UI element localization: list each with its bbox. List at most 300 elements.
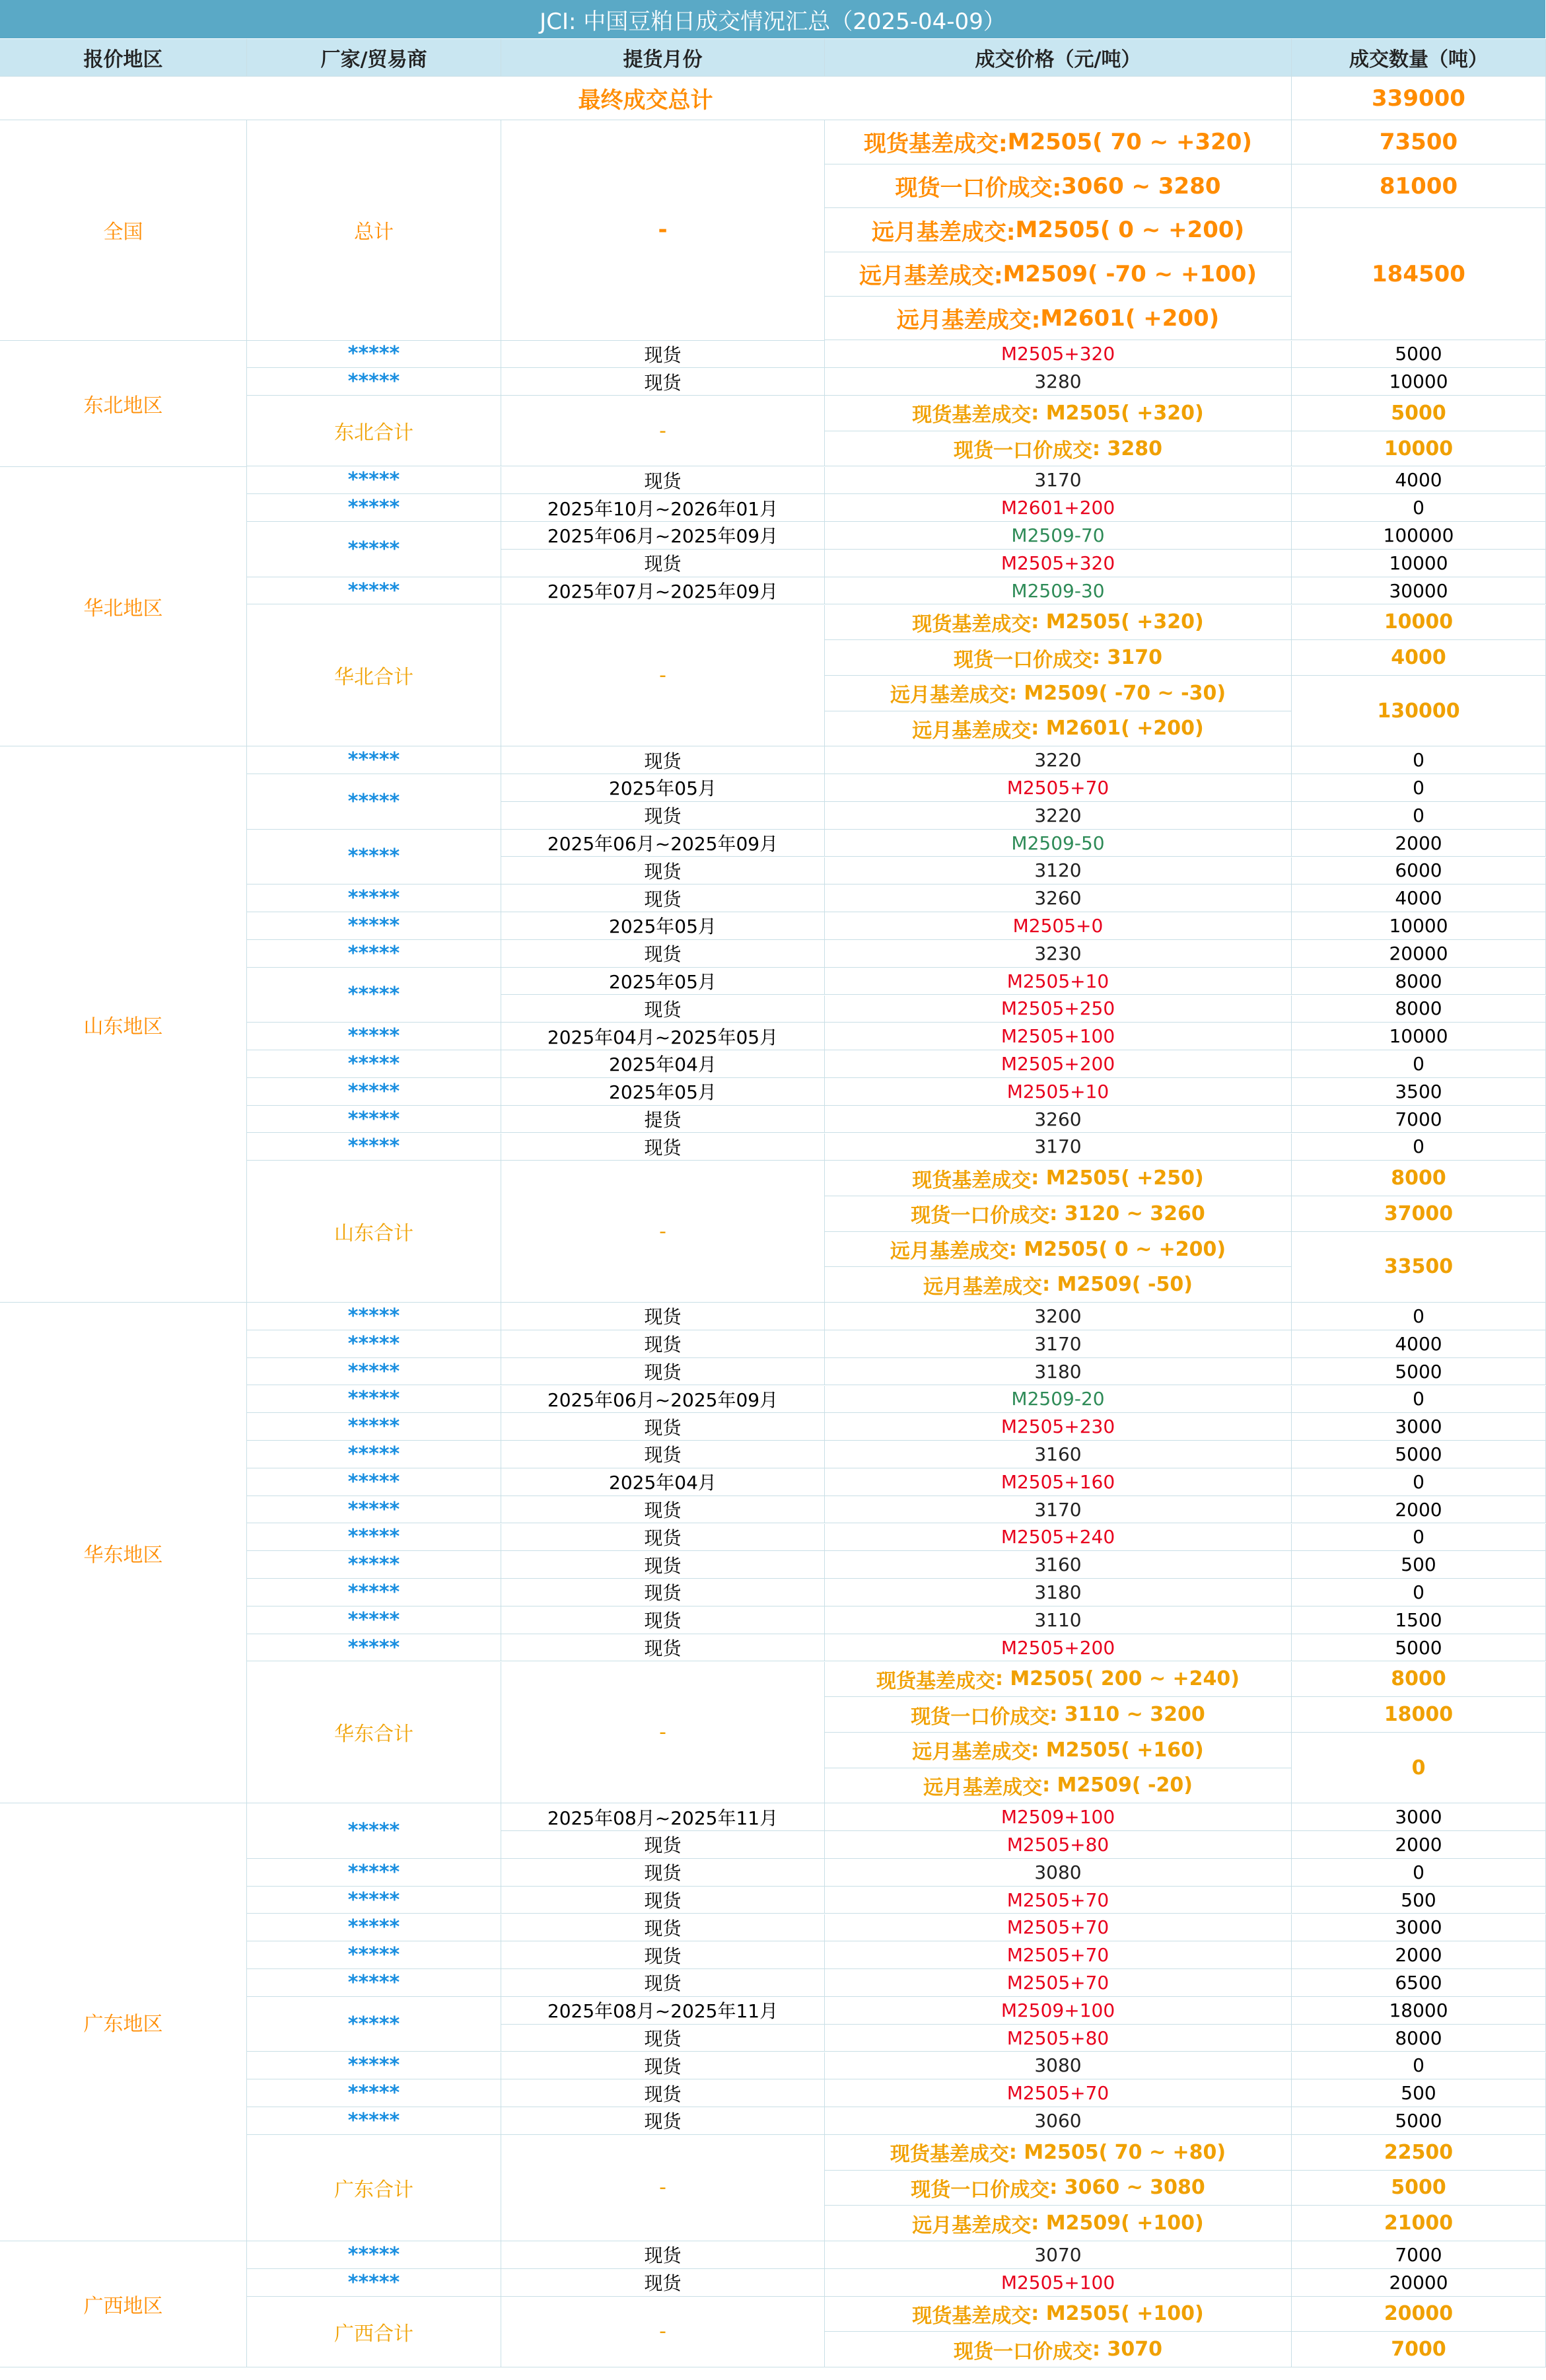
summary-value: : 3110 ~ 3200 (1049, 1703, 1205, 1727)
delivery-month: 2025年10月~2026年01月 (501, 494, 825, 522)
deal-quantity: 30000 (1292, 577, 1546, 605)
delivery-month: 现货 (501, 1634, 825, 1662)
summary-value: : M2505( +320) (1031, 610, 1204, 634)
trader-name-masked: ***** (247, 1358, 501, 1386)
summary-value: : 3060 ~ 3080 (1049, 2176, 1205, 2200)
deal-quantity: 0 (1292, 494, 1546, 522)
summary-value: : 3070 (1092, 2338, 1162, 2362)
trader-name-masked: ***** (247, 1579, 501, 1606)
deal-price: 3080 (825, 1859, 1292, 1887)
deal-price: 3200 (825, 1303, 1292, 1330)
delivery-month: 提货 (501, 1106, 825, 1134)
deal-quantity: 3000 (1292, 1413, 1546, 1441)
summary-label: 远月基差成交 (912, 1741, 1032, 1764)
deal-quantity: 0 (1292, 1134, 1546, 1161)
trader-name-masked: ***** (247, 494, 501, 522)
summary-value: : M2505( +250) (1031, 1167, 1204, 1190)
delivery-month: 现货 (501, 1358, 825, 1386)
deal-price: 3170 (825, 1330, 1292, 1358)
delivery-month: 现货 (501, 1441, 825, 1468)
deal-quantity: 2000 (1292, 1941, 1546, 1969)
national-qty: 184500 (1292, 208, 1546, 340)
trader-name-masked: ***** (247, 774, 501, 830)
deal-quantity: 2000 (1292, 830, 1546, 857)
subtotal-line (825, 711, 1292, 747)
summary-label: 现货基差成交 (912, 1169, 1032, 1192)
deal-quantity: 6000 (1292, 857, 1546, 885)
trader-name-masked: ***** (247, 1803, 501, 1859)
deal-price: M2505+250 (825, 995, 1292, 1023)
deal-price: M2601+200 (825, 494, 1292, 522)
delivery-month: 2025年04月~2025年05月 (501, 1023, 825, 1050)
deal-quantity: 5000 (1292, 1441, 1546, 1468)
trader-name-masked: ***** (247, 1386, 501, 1414)
delivery-month: 2025年04月 (501, 1050, 825, 1078)
region-name-cell: 广西地区 (0, 2241, 247, 2367)
subtotal-month: - (501, 2135, 825, 2241)
delivery-month: 现货 (501, 467, 825, 495)
subtotal-line (825, 676, 1292, 711)
trader-name-masked: ***** (247, 1496, 501, 1524)
delivery-month: 现货 (501, 1914, 825, 1942)
delivery-month: 现货 (501, 550, 825, 577)
trader-name-masked: ***** (247, 1078, 501, 1106)
deal-quantity: 3500 (1292, 1078, 1546, 1106)
delivery-month: 现货 (501, 1496, 825, 1524)
deal-quantity: 2000 (1292, 1831, 1546, 1859)
summary-label: 现货基差成交 (876, 1669, 995, 1693)
summary-value: M2505( 0 ~ +200) (1015, 217, 1245, 244)
subtotal-line (825, 1267, 1292, 1303)
deal-price: M2505+80 (825, 1831, 1292, 1859)
national-qty: 73500 (1292, 120, 1546, 164)
deal-price: M2505+320 (825, 341, 1292, 369)
grand-total-value: 339000 (1292, 77, 1546, 120)
delivery-month: 现货 (501, 1413, 825, 1441)
subtotal-line (825, 1161, 1292, 1196)
grand-total-label: 最终成交总计 (0, 77, 1292, 120)
delivery-month: 现货 (501, 1941, 825, 1969)
deal-price: M2505+100 (825, 1023, 1292, 1050)
subtotal-line (825, 1196, 1292, 1232)
delivery-month: 现货 (501, 368, 825, 396)
delivery-month: 现货 (501, 802, 825, 830)
trader-name-masked: ***** (247, 2107, 501, 2135)
subtotal-name: 华东合计 (247, 1662, 501, 1804)
deal-quantity: 500 (1292, 1887, 1546, 1914)
delivery-month: 现货 (501, 341, 825, 369)
national-qty: 81000 (1292, 164, 1546, 209)
deal-quantity: 0 (1292, 1303, 1546, 1330)
summary-label: 远月基差成交 (890, 684, 1009, 707)
deal-quantity: 7000 (1292, 2241, 1546, 2269)
subtotal-qty: 5000 (1292, 2171, 1546, 2206)
region-name-cell: 山东地区 (0, 746, 247, 1303)
trader-name-masked: ***** (247, 968, 501, 1023)
subtotal-qty: 130000 (1292, 676, 1546, 746)
trader-name-masked: ***** (247, 2269, 501, 2297)
trader-name-masked: ***** (247, 830, 501, 885)
subtotal-qty: 20000 (1292, 2297, 1546, 2332)
summary-value: 3060 ~ 3280 (1061, 172, 1221, 199)
deal-price: M2509-30 (825, 577, 1292, 605)
summary-value: : M2505( 70 ~ +80) (1008, 2140, 1226, 2164)
deal-quantity: 10000 (1292, 550, 1546, 577)
deal-price: 3280 (825, 368, 1292, 396)
delivery-month: 2025年06月~2025年09月 (501, 522, 825, 550)
deal-quantity: 0 (1292, 1050, 1546, 1078)
deal-quantity: 100000 (1292, 522, 1546, 550)
trader-name-masked: ***** (247, 1023, 501, 1050)
column-header: 提货月份 (501, 39, 825, 77)
subtotal-line (825, 2171, 1292, 2206)
deal-quantity: 2000 (1292, 1496, 1546, 1524)
summary-value: : M2509( -20) (1042, 1774, 1193, 1797)
summary-label: 远月基差成交: (896, 307, 1041, 334)
summary-label: 远月基差成交 (890, 1240, 1009, 1264)
deal-price: 3170 (825, 1134, 1292, 1161)
deal-price: 3260 (825, 1106, 1292, 1134)
deal-price: M2505+70 (825, 2079, 1292, 2107)
summary-value: : 3120 ~ 3260 (1049, 1202, 1205, 1225)
deal-price: M2505+240 (825, 1524, 1292, 1552)
subtotal-month: - (501, 396, 825, 466)
summary-label: 远月基差成交 (912, 719, 1032, 742)
subtotal-name: 山东合计 (247, 1161, 501, 1303)
deal-quantity: 8000 (1292, 968, 1546, 995)
deal-quantity: 10000 (1292, 912, 1546, 940)
subtotal-line (825, 640, 1292, 676)
summary-value: : M2505( +160) (1031, 1738, 1204, 1762)
summary-label: 远月基差成交 (923, 1776, 1043, 1799)
subtotal-line (825, 396, 1292, 431)
trader-name-masked: ***** (247, 912, 501, 940)
deal-price: M2505+100 (825, 2269, 1292, 2297)
summary-label: 现货基差成交 (890, 2143, 1009, 2167)
delivery-month: 现货 (501, 1831, 825, 1859)
deal-price: M2505+70 (825, 1941, 1292, 1969)
region-name-cell: 华北地区 (0, 467, 247, 747)
trader-name-masked: ***** (247, 1634, 501, 1662)
deal-price: M2505+160 (825, 1468, 1292, 1496)
trader-name-masked: ***** (247, 1887, 501, 1914)
deal-quantity: 5000 (1292, 1634, 1546, 1662)
national-summary-line (825, 297, 1292, 341)
deal-quantity: 20000 (1292, 940, 1546, 968)
subtotal-name: 广西合计 (247, 2297, 501, 2367)
deal-price: 3160 (825, 1441, 1292, 1468)
subtotal-line (825, 1733, 1292, 1768)
subtotal-month: - (501, 1161, 825, 1303)
trader-name-masked: ***** (247, 1413, 501, 1441)
delivery-month: 2025年08月~2025年11月 (501, 1997, 825, 2025)
trader-name-masked: ***** (247, 368, 501, 396)
subtotal-line (825, 431, 1292, 467)
delivery-month: 2025年05月 (501, 1078, 825, 1106)
delivery-month: 2025年05月 (501, 912, 825, 940)
deal-quantity: 6500 (1292, 1969, 1546, 1997)
deal-price: 3060 (825, 2107, 1292, 2135)
deal-price: 3180 (825, 1358, 1292, 1386)
deal-quantity: 0 (1292, 1859, 1546, 1887)
deal-quantity: 18000 (1292, 1997, 1546, 2025)
deal-price: M2505+80 (825, 2025, 1292, 2052)
summary-value: M2505( 70 ~ +320) (1007, 128, 1252, 155)
deal-price: 3180 (825, 1579, 1292, 1606)
trader-name-masked: ***** (247, 522, 501, 577)
deal-quantity: 5000 (1292, 2107, 1546, 2135)
delivery-month: 2025年04月 (501, 1468, 825, 1496)
summary-label: 远月基差成交: (859, 263, 1003, 290)
deal-price: M2509+100 (825, 1997, 1292, 2025)
deal-price: M2505+70 (825, 1914, 1292, 1942)
subtotal-line (825, 1768, 1292, 1804)
delivery-month: 现货 (501, 1330, 825, 1358)
summary-value: : M2509( +100) (1031, 2212, 1204, 2235)
deal-price: M2505+70 (825, 1887, 1292, 1914)
deal-quantity: 3000 (1292, 1914, 1546, 1942)
subtotal-qty: 7000 (1292, 2332, 1546, 2367)
deal-quantity: 8000 (1292, 2025, 1546, 2052)
trader-name-masked: ***** (247, 1997, 501, 2052)
delivery-month: 现货 (501, 2241, 825, 2269)
subtotal-line (825, 2135, 1292, 2171)
deal-price: 3260 (825, 884, 1292, 912)
trader-name-masked: ***** (247, 940, 501, 968)
subtotal-month: - (501, 1662, 825, 1804)
summary-value: : M2509( -50) (1042, 1273, 1193, 1297)
subtotal-line (825, 1697, 1292, 1733)
subtotal-line (825, 1662, 1292, 1698)
delivery-month: 现货 (501, 2107, 825, 2135)
summary-label: 远月基差成交: (871, 219, 1016, 246)
deal-price: M2505+320 (825, 550, 1292, 577)
subtotal-qty: 37000 (1292, 1196, 1546, 1232)
trader-name-masked: ***** (247, 2079, 501, 2107)
deal-price: M2505+10 (825, 968, 1292, 995)
subtotal-qty: 21000 (1292, 2206, 1546, 2241)
summary-value: : 3280 (1092, 437, 1162, 460)
trader-name-masked: ***** (247, 1441, 501, 1468)
subtotal-qty: 18000 (1292, 1697, 1546, 1733)
subtotal-qty: 10000 (1292, 605, 1546, 641)
deal-price: M2505+200 (825, 1050, 1292, 1078)
region-name-cell: 华东地区 (0, 1303, 247, 1803)
trader-name-masked: ***** (247, 577, 501, 605)
trader-name-masked: ***** (247, 1941, 501, 1969)
trader-name-masked: ***** (247, 746, 501, 774)
subtotal-qty: 5000 (1292, 396, 1546, 431)
summary-label: 现货一口价成交 (911, 1204, 1050, 1228)
subtotal-qty: 33500 (1292, 1232, 1546, 1303)
delivery-month: 现货 (501, 1134, 825, 1161)
subtotal-line (825, 2206, 1292, 2241)
delivery-month: 现货 (501, 1303, 825, 1330)
subtotal-line (825, 2297, 1292, 2332)
region-name-cell: 广东地区 (0, 1803, 247, 2241)
column-header: 报价地区 (0, 39, 247, 77)
summary-value: : M2505( +100) (1031, 2302, 1204, 2326)
subtotal-line (825, 2332, 1292, 2367)
summary-label: 现货一口价成交: (895, 175, 1062, 202)
subtotal-name: 广东合计 (247, 2135, 501, 2241)
deal-quantity: 3000 (1292, 1803, 1546, 1831)
deal-quantity: 0 (1292, 1468, 1546, 1496)
delivery-month: 现货 (501, 1524, 825, 1552)
summary-value: : M2505( 200 ~ +240) (995, 1667, 1240, 1691)
deal-price: 3110 (825, 1606, 1292, 1634)
trader-name-masked: ***** (247, 1859, 501, 1887)
trader-name-masked: ***** (247, 1303, 501, 1330)
summary-label: 现货一口价成交 (954, 648, 1093, 672)
deal-price: M2505+10 (825, 1078, 1292, 1106)
summary-label: 现货一口价成交 (911, 1705, 1050, 1729)
deal-quantity: 4000 (1292, 884, 1546, 912)
deal-price: M2509-20 (825, 1386, 1292, 1414)
deal-quantity: 500 (1292, 2079, 1546, 2107)
deal-price: M2505+70 (825, 1969, 1292, 1997)
deal-quantity: 20000 (1292, 2269, 1546, 2297)
delivery-month: 现货 (501, 857, 825, 885)
trader-name-masked: ***** (247, 467, 501, 495)
national-month-cell: - (501, 120, 825, 341)
summary-label: 现货基差成交 (912, 2304, 1032, 2328)
region-name-cell: 东北地区 (0, 341, 247, 467)
deal-price: M2505+0 (825, 912, 1292, 940)
deal-quantity: 7000 (1292, 1106, 1546, 1134)
summary-label: 现货一口价成交 (911, 2178, 1050, 2202)
deal-price: 3220 (825, 802, 1292, 830)
deal-price: M2505+230 (825, 1413, 1292, 1441)
trader-name-masked: ***** (247, 1134, 501, 1161)
deal-price: M2505+70 (825, 774, 1292, 802)
deal-quantity: 0 (1292, 774, 1546, 802)
deal-price: 3170 (825, 467, 1292, 495)
subtotal-month: - (501, 2297, 825, 2367)
deal-price: 3160 (825, 1551, 1292, 1579)
trader-name-masked: ***** (247, 1524, 501, 1552)
deal-quantity: 1500 (1292, 1606, 1546, 1634)
summary-label: 现货一口价成交 (954, 2340, 1093, 2363)
summary-label: 现货基差成交 (912, 404, 1032, 427)
delivery-month: 现货 (501, 1579, 825, 1606)
subtotal-name: 华北合计 (247, 605, 501, 747)
delivery-month: 现货 (501, 1551, 825, 1579)
trader-name-masked: ***** (247, 1330, 501, 1358)
trader-name-masked: ***** (247, 1551, 501, 1579)
delivery-month: 现货 (501, 940, 825, 968)
trader-name-masked: ***** (247, 884, 501, 912)
deal-price: M2509-70 (825, 522, 1292, 550)
subtotal-qty: 22500 (1292, 2135, 1546, 2171)
national-summary-line (825, 120, 1292, 164)
national-summary-line (825, 208, 1292, 252)
delivery-month: 现货 (501, 2079, 825, 2107)
deal-quantity: 0 (1292, 746, 1546, 774)
deal-quantity: 8000 (1292, 995, 1546, 1023)
delivery-month: 现货 (501, 746, 825, 774)
delivery-month: 现货 (501, 1887, 825, 1914)
summary-value: M2601( +200) (1040, 305, 1220, 332)
national-trader-cell: 总计 (247, 120, 501, 341)
deal-price: 3170 (825, 1496, 1292, 1524)
summary-value: : M2601( +200) (1031, 717, 1204, 740)
deal-quantity: 0 (1292, 802, 1546, 830)
delivery-month: 现货 (501, 884, 825, 912)
summary-label: 现货基差成交: (864, 131, 1008, 158)
subtotal-qty: 10000 (1292, 431, 1546, 467)
delivery-month: 2025年05月 (501, 774, 825, 802)
delivery-month: 现货 (501, 1859, 825, 1887)
delivery-month: 现货 (501, 1969, 825, 1997)
deal-quantity: 0 (1292, 1579, 1546, 1606)
deal-quantity: 5000 (1292, 1358, 1546, 1386)
deal-price: 3080 (825, 2052, 1292, 2080)
national-summary-line (825, 252, 1292, 297)
deal-price: M2509+100 (825, 1803, 1292, 1831)
deal-price: M2509-50 (825, 830, 1292, 857)
trader-name-masked: ***** (247, 2052, 501, 2080)
deal-quantity: 4000 (1292, 1330, 1546, 1358)
deal-quantity: 10000 (1292, 1023, 1546, 1050)
trader-name-masked: ***** (247, 2241, 501, 2269)
column-header: 成交价格（元/吨） (825, 39, 1292, 77)
deal-price: M2505+200 (825, 1634, 1292, 1662)
deal-quantity: 10000 (1292, 368, 1546, 396)
deal-quantity: 0 (1292, 2052, 1546, 2080)
deal-quantity: 5000 (1292, 341, 1546, 369)
trader-name-masked: ***** (247, 1050, 501, 1078)
deal-quantity: 4000 (1292, 467, 1546, 495)
subtotal-line (825, 605, 1292, 641)
subtotal-name: 东北合计 (247, 396, 501, 466)
trader-name-masked: ***** (247, 341, 501, 369)
subtotal-line (825, 1232, 1292, 1268)
subtotal-month: - (501, 605, 825, 747)
subtotal-qty: 8000 (1292, 1662, 1546, 1698)
subtotal-qty: 4000 (1292, 640, 1546, 676)
delivery-month: 2025年07月~2025年09月 (501, 577, 825, 605)
deal-quantity: 0 (1292, 1386, 1546, 1414)
trader-name-masked: ***** (247, 1468, 501, 1496)
delivery-month: 2025年05月 (501, 968, 825, 995)
delivery-month: 2025年08月~2025年11月 (501, 1803, 825, 1831)
summary-label: 远月基差成交 (923, 1275, 1043, 1299)
delivery-month: 2025年06月~2025年09月 (501, 830, 825, 857)
summary-value: : M2505( 0 ~ +200) (1008, 1237, 1226, 1261)
summary-value: : 3170 (1092, 646, 1162, 670)
national-region-cell: 全国 (0, 120, 247, 341)
delivery-month: 现货 (501, 2052, 825, 2080)
summary-label: 现货基差成交 (912, 612, 1032, 636)
trader-name-masked: ***** (247, 1969, 501, 1997)
summary-label: 现货一口价成交 (954, 439, 1093, 463)
summary-value: : M2505( +320) (1031, 401, 1204, 425)
deal-quantity: 0 (1292, 1524, 1546, 1552)
delivery-month: 现货 (501, 2269, 825, 2297)
trader-name-masked: ***** (247, 1914, 501, 1942)
subtotal-qty: 8000 (1292, 1161, 1546, 1196)
summary-label: 远月基差成交 (912, 2214, 1032, 2237)
deal-price: 3120 (825, 857, 1292, 885)
deal-price: 3070 (825, 2241, 1292, 2269)
deal-price: 3220 (825, 746, 1292, 774)
trader-name-masked: ***** (247, 1106, 501, 1134)
column-header: 厂家/贸易商 (247, 39, 501, 77)
subtotal-qty: 0 (1292, 1733, 1546, 1803)
trader-name-masked: ***** (247, 1606, 501, 1634)
delivery-month: 现货 (501, 2025, 825, 2052)
